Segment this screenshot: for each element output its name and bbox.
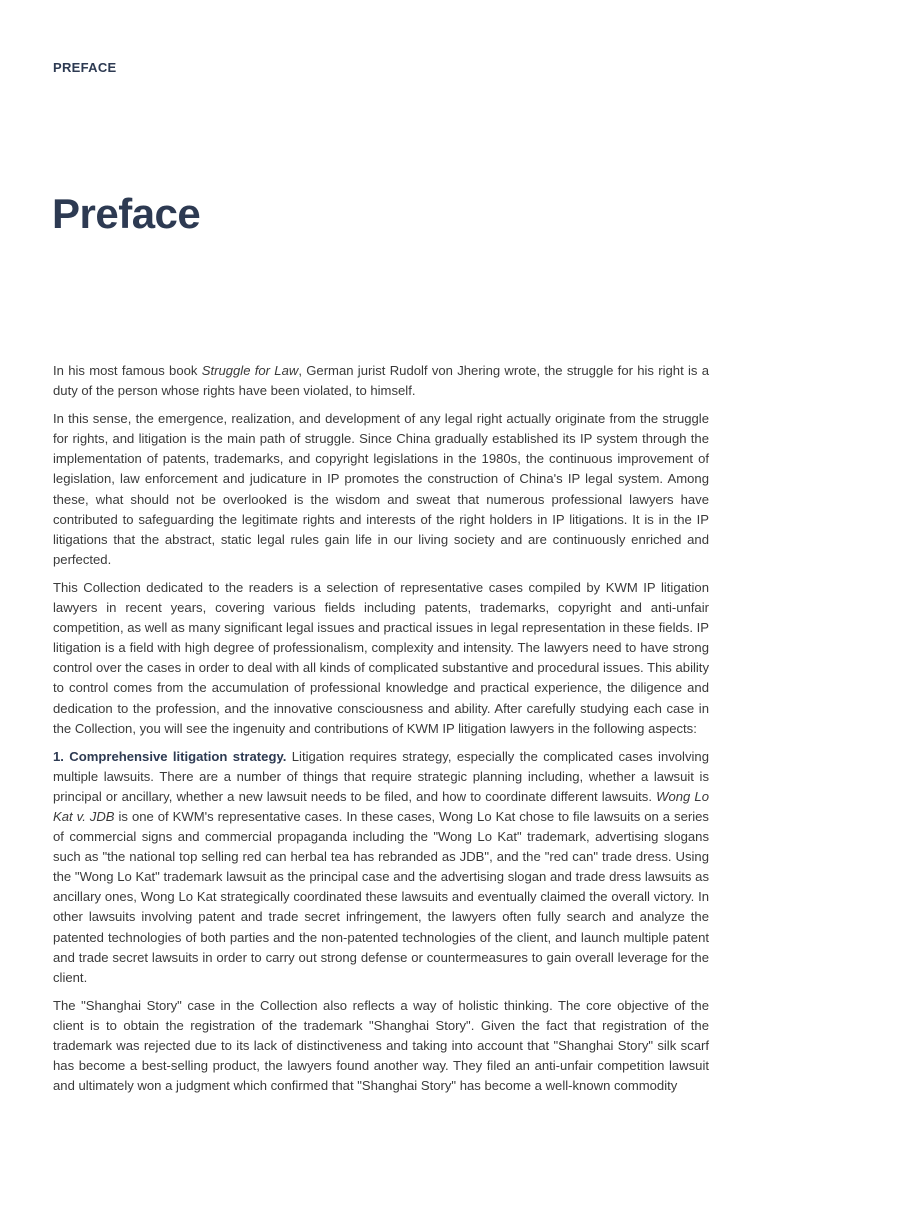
paragraph-5: The "Shanghai Story" case in the Collection also reflects a way of holistic thinking. The core objective of the client is to obtain the registration of the trademark "Shanghai Story". Given the fact that registration of the trademark was rejected due to its lack of distinctiveness and taking into account that "Shanghai Story" silk scarf has become a best-selling product, the lawyers found another way. They filed an anti-unfair competition lawsuit and ultimately won a judgment which confirmed that "Shanghai Story" has become a well-known commodity — [53, 997, 709, 1094]
book-title: Struggle for Law — [201, 363, 299, 378]
paragraph-2: In this sense, the emergence, realization, and development of any legal right actually originate from the struggle for rights, and litigation is the main path of struggle. Since China gradually established its IP system through the implementation of patents, trademarks, and copyright legislations in the 1980s, the continuous improvement of legislation, law enforcement and judicature in IP promotes the construction of China's IP legal system. Among these, what should not be overlooked is the wisdom and sweat that numerous professional lawyers have contributed to safeguarding the legitimate rights and interests of the right holders in IP litigations. It is in the IP litigations that the abstract, static legal rules gain life in our living society and are continuously enriched and perfected. — [53, 411, 709, 567]
paragraph-4: 1. Comprehensive litigation strategy. Litigation requires strategy, especially the complicated cases involving multiple lawsuits. There are a number of things that require strategic planning including, whether a lawsuit is principal or ancillary, whether a new lawsuit needs to be filed, and how to coordinate different lawsuits. Wong Lo Kat v. JDB is one of KWM's representative cases. In these cases, Wong Lo Kat chose to file lawsuits on a series of commercial signs and commercial propaganda including the "Wong Lo Kat" trademark, advertising slogans such as "the national top selling red can herbal tea has rebranded as JDB", and the "red can" trade dress. Using the "Wong Lo Kat" trademark lawsuit as the principal case and the advertising slogan and trade dress lawsuits as ancillary ones, Wong Lo Kat strategically coordinated these lawsuits and eventually claimed the overall victory. In other lawsuits involving patent and trade secret infringement, the lawyers often fully search and analyze the patented technologies of both parties and the non-patented technologies of the client, and launch multiple patent and trade secret lawsuits in order to carry out strong defense or countermeasures to gain overall leverage for the client. — [53, 748, 709, 985]
paragraph-lead: 1. Comprehensive litigation strategy. — [53, 748, 287, 764]
case-title: Wong Lo Kat v. JDB — [53, 788, 709, 824]
paragraph-3: This Collection dedicated to the readers is a selection of representative cases compiled by KWM IP litigation lawyers in recent years, covering various fields including patents, trademarks, copyright and anti-unfair competition, as well as many significant legal issues and practical issues in legal representation in these fields. IP litigation is a field with high degree of professionalism, complexity and intensity. The lawyers need to have strong control over the cases in order to deal with all kinds of complicated substantive and procedural issues. This ability to control comes from the accumulation of professional knowledge and practical experience, the diligence and dedication to the profession, and the innovative consciousness and ability. After carefully studying each case in the Collection, you will see the ingenuity and contributions of KWM IP litigation lawyers in the following aspects: — [53, 579, 709, 736]
body-text — [53, 361, 709, 1104]
paragraph-1: In his most famous book Struggle for Law, German jurist Rudolf von Jhering wrote, the struggle for his right is a duty of the person whose rights have been violated, to himself. — [53, 363, 709, 399]
section-label: PREFACE — [53, 60, 117, 75]
page-title: Preface — [52, 190, 201, 237]
